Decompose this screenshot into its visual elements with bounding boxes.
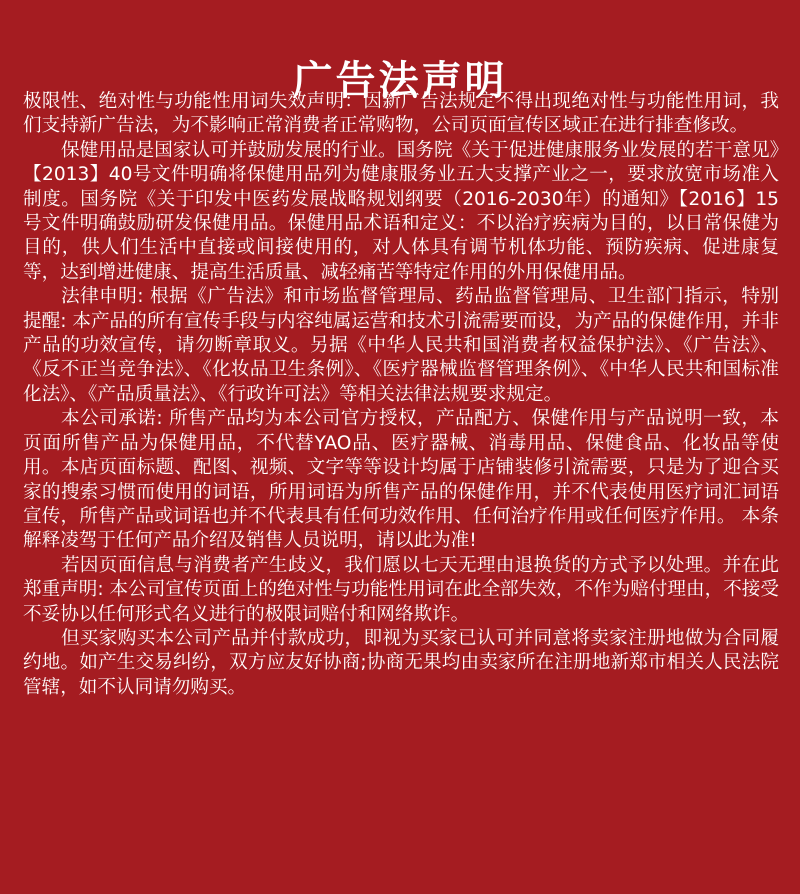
paragraph-company-promise: 本公司承诺: 所售产品均为本公司官方授权，产品配方、保健作用与产品说明一致，本页面所售产品为保健用品，不代替YAO品、医疗器械、消毒用品、保健食品、化妆品等使用。本店页面标题、配图、视频、文字等等设计均属于店铺装修引流需要，只是为了迎合买家的搜索习惯而使用的词语，所用词语为所售产品的保健作用，并不代表使用医疗词汇词语宣传，所售产品或词语也并不代表具有任何功效作用、任何治疗作用或任何医疗作用。 本条解释凌驾于任何产品介绍及销售人员说明，请以此为准! [23, 408, 779, 552]
paragraph-legal-notice: 法律申明: 根据《广告法》和市场监督管理局、药品监督管理局、卫生部门指示，特别提醒: 本产品的所有宣传手段与内容纯属运营和技术引流需要而设，为产品的保健作用，并非产品的功效宣传，请勿断章取义。另据《中华人民共和国消费者权益保护法》、《广告法》、《反不正当竞争法》、《化妆品卫生条例》、《医疗器械监督管理条例》、《中华人民共和国标准化法》、《产品质量法》、《行政许可法》等相关法律法规要求规定。 [23, 286, 779, 405]
paragraph-absolute-terms: 极限性、绝对性与功能性用词失效声明：因新广告法规定不得出现绝对性与功能性用词，我们支持新广告法，为不影响正常消费者正常购物，公司页面宣传区域正在进行排查修改。 [23, 91, 779, 137]
paragraph-jurisdiction: 但买家购买本公司产品并付款成功，即视为买家已认可并同意将卖家注册地做为合同履约地。如产生交易纠纷，双方应友好协商;协商无果均由卖家所在注册地新郑市相关人民法院管辖，如不认同请勿购买。 [23, 627, 779, 698]
paragraph-health-products: 保健用品是国家认可并鼓励发展的行业。国务院《关于促进健康服务业发展的若干意见》【2013】40号文件明确将保健用品列为健康服务业五大支撑产业之一，要求放宽市场准入制度。国务院《关于印发中医药发展战略规划纲要（2016-2030年）的通知》【2016】15号文件明确鼓励研发保健用品。保健用品术语和定义：不以治疗疾病为目的，以日常保健为目的，供人们生活中直接或间接使用的，对人体具有调节机体功能、预防疾病、促进康复等，达到增进健康、提高生活质量、减轻痛苦等特定作用的外用保健用品。 [23, 139, 779, 283]
paragraph-dispute-handling: 若因页面信息与消费者产生歧义，我们愿以七天无理由退换货的方式予以处理。并在此郑重声明: 本公司宣传页面上的绝对性与功能性用词在此全部失效，不作为赔付理由，不接受不妥协以任何形式名义进行的极限词赔付和网络欺诈。 [23, 554, 779, 625]
page-title: 广告法声明 [292, 57, 508, 104]
statement-body [23, 90, 779, 700]
